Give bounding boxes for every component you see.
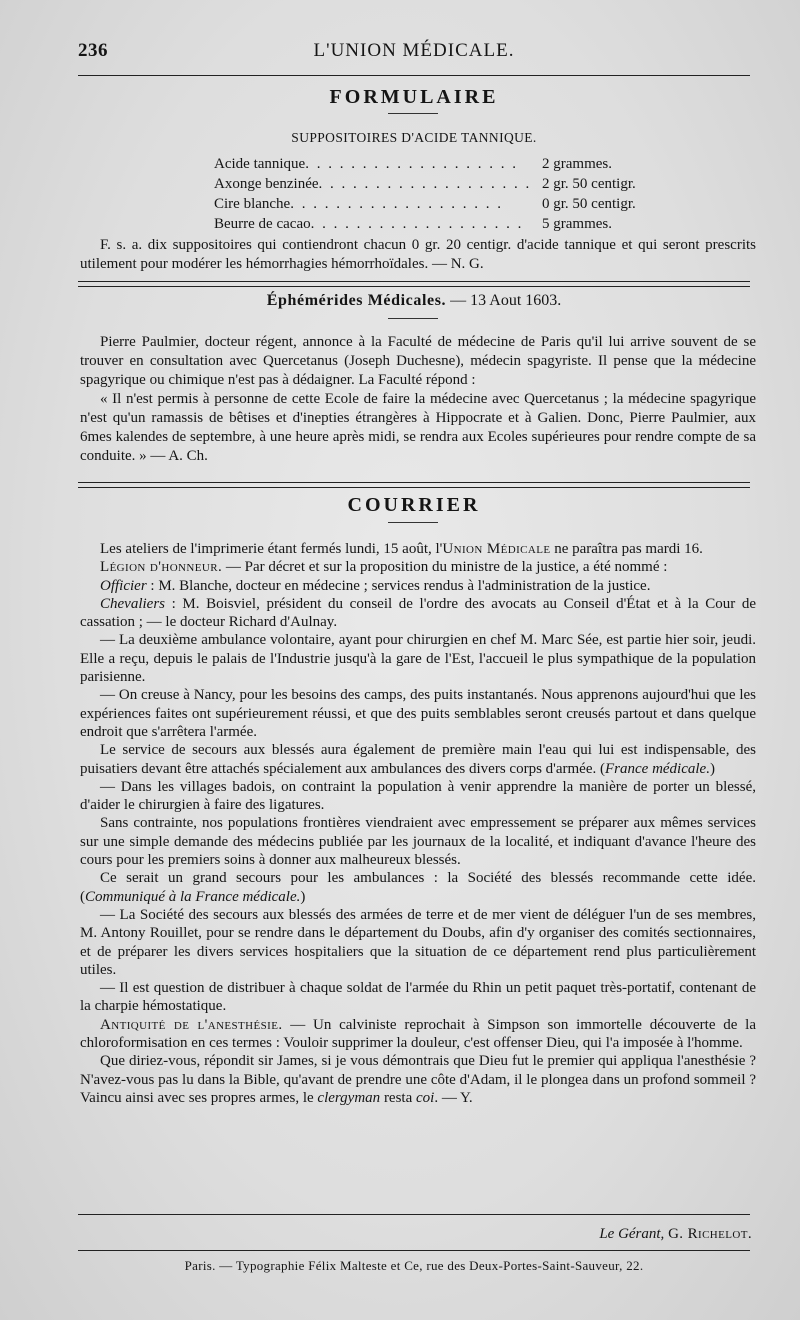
ephemerides-body (80, 333, 756, 466)
ingredient-name: Beurre de cacao (214, 216, 311, 232)
courrier-paragraph: Ce serait un grand secours pour les ambulances : la Société des blessés recommande cette idée. (Communiqué à la France médicale.) (80, 870, 756, 905)
header-rule (78, 75, 750, 76)
formulaire-title: FORMULAIRE (329, 86, 499, 108)
courrier-paragraph: Antiquité de l'anesthésie. — Un calviniste reprochait à Simpson son immortelle découverte de la chloroformisation en ces termes : Vouloir supprimer la douleur, c'est offenser Dieu, qui l'a imposée à l'homme. (80, 1016, 756, 1052)
ingredient-row: Beurre de cacao. . . . . . . . . . . . . . . . . . . 5 grammes. (214, 216, 612, 232)
title-ornament (388, 318, 438, 319)
imprint-rule (78, 1250, 750, 1251)
ingredient-name: Cire blanche (214, 196, 291, 212)
ingredient-qty: 2 gr. 50 centigr. (542, 176, 636, 192)
ephemerides-title: Éphémérides Médicales. (266, 292, 447, 309)
courrier-title: COURRIER (347, 494, 481, 516)
ingredient-row: Acide tannique. . . . . . . . . . . . . . . . . . . 2 grammes. (214, 156, 612, 172)
ephemerides-heading (78, 292, 750, 310)
courrier-body (80, 540, 756, 1107)
courrier-paragraph: — Il est question de distribuer à chaque soldat de l'armée du Rhin un petit paquet très-portatif, contenant de la charpie hémostatique. (80, 980, 756, 1015)
section-double-rule (78, 482, 750, 488)
courrier-paragraph: — Dans les villages badois, on contraint la population à venir apprendre la manière de porter un blessé, d'aider le chirurgien à faire des ligatures. (80, 778, 756, 814)
courrier-paragraph: Les ateliers de l'imprimerie étant fermés lundi, 15 août, l'Union Médicale ne paraîtra pas mardi 16. (100, 541, 703, 557)
ingredient-qty: 0 gr. 50 centigr. (542, 196, 636, 212)
courrier-paragraph: Que diriez-vous, répondit sir James, si je vous démontrais que Dieu fut le premier qui appliqua l'anesthésie ? N'avez-vous pas lu dans la Bible, qu'avant de prendre une côte d'Adam, il le plongea dans un profond sommeil ? Vaincu ainsi avec ses propres armes, le clergyman resta coi. — Y. (80, 1053, 756, 1106)
running-header (78, 40, 750, 74)
ephemerides-paragraph: Pierre Paulmier, docteur régent, annonce à la Faculté de médecine de Paris qu'il lui arrive souvent de se trouver en consultation avec Quercetanus (Joseph Duchesne), médecin spagyriste. Il pense que la médecine spagyrique ou chimique n'est pas à dédaigner. La Faculté répond : (80, 334, 756, 388)
title-ornament (388, 113, 438, 114)
section-double-rule (78, 281, 750, 287)
ingredient-qty: 2 grammes. (542, 156, 612, 172)
formulaire-instructions: F. s. a. dix suppositoires qui contiendront chacun 0 gr. 20 centigr. d'acide tannique et qui seront prescrits utilement pour modérer les hémorrhagies hémorrhoïdales. — N. G. (80, 237, 756, 272)
journal-title: L'UNION MÉDICALE. (313, 40, 515, 61)
printer-imprint: Paris. — Typographie Félix Malteste et Ce, rue des Deux-Portes-Saint-Sauveur, 22. (184, 1258, 644, 1273)
page-number: 236 (78, 40, 108, 61)
ephemerides-date: — 13 Aout 1603. (450, 292, 562, 309)
title-ornament (388, 522, 438, 523)
ingredient-row: Cire blanche. . . . . . . . . . . . . . . . . . . 0 gr. 50 centigr. (214, 196, 636, 212)
courrier-paragraph: Le service de secours aux blessés aura également de première main l'eau qui lui est indispensable, des puisatiers devant être attachés spécialement aux ambulances des divers corps d'armée. (France médicale.) (80, 742, 756, 777)
courrier-paragraph: Sans contrainte, nos populations frontières viendraient avec empressement se préparer aux mêmes services sur une simple demande des médecins publiée par les journaux de la localité, et indiquant d'avance l'heure des cours pour les premiers soins à donner aux malheureux blessés. (80, 815, 756, 869)
footer-rule (78, 1214, 750, 1215)
courrier-paragraph: — La Société des secours aux blessés des armées de terre et de mer vient de déléguer l'un de ses membres, M. Antony Rouillet, pour se rendre dans le département du Doubs, afin d'y organiser des comités sectionnaires, et de préparer les divers services hospitaliers que la situation de ce département rend plus particulièrement utiles. (80, 906, 756, 978)
ingredient-name: Acide tannique (214, 156, 306, 172)
ingredient-name: Axonge benzinée (214, 176, 319, 192)
ephemerides-quote: « Il n'est permis à personne de cette Ecole de faire la médecine avec Quercetanus ; la médecine spagyrique n'est qu'un ramassis de bêtises et d'inepties étrangères à Hippocrate et à Galien. Donc, Pierre Paulmier, aux 6mes kalendes de septembre, à une heure après midi, se rendra aux Ecoles supérieures pour rendre compte de sa conduite. » — A. Ch. (80, 391, 756, 464)
courrier-paragraph: — On creuse à Nancy, pour les besoins des camps, des puits instantanés. Nous apprenons aujourd'hui que les expériences faites ont supérieurement réussi, et que des puits semblables seront creusés partout et dans quelque endroit que s'arrêtera l'armée. (80, 687, 756, 740)
courrier-paragraph: Légion d'honneur. — Par décret et sur la proposition du ministre de la justice, a été nommé : (100, 559, 668, 576)
gerant-signature: Le Gérant, G. Richelot. (599, 1226, 752, 1242)
courrier-paragraph: Chevaliers : M. Boisviel, président du conseil de l'ordre des avocats au Conseil d'État et à la Cour de cassation ; — le docteur Richard d'Aulnay. (80, 595, 756, 631)
courrier-paragraph: — La deuxième ambulance volontaire, ayant pour chirurgien en chef M. Marc Sée, est partie hier soir, jeudi. Elle a reçu, depuis le palais de l'Industrie jusqu'à la gare de l'Est, l'accueil le plus sympathique de la population parisienne. (80, 632, 756, 686)
formulaire-subtitle: SUPPOSITOIRES D'ACIDE TANNIQUE. (291, 130, 537, 145)
ingredient-list (214, 154, 734, 234)
ingredient-row: Axonge benzinée. . . . . . . . . . . . . . . . . . . 2 gr. 50 centigr. (214, 176, 636, 192)
courrier-paragraph: Officier : M. Blanche, docteur en médecine ; services rendus à l'administration de la justice. (100, 577, 651, 594)
ingredient-qty: 5 grammes. (542, 216, 612, 232)
